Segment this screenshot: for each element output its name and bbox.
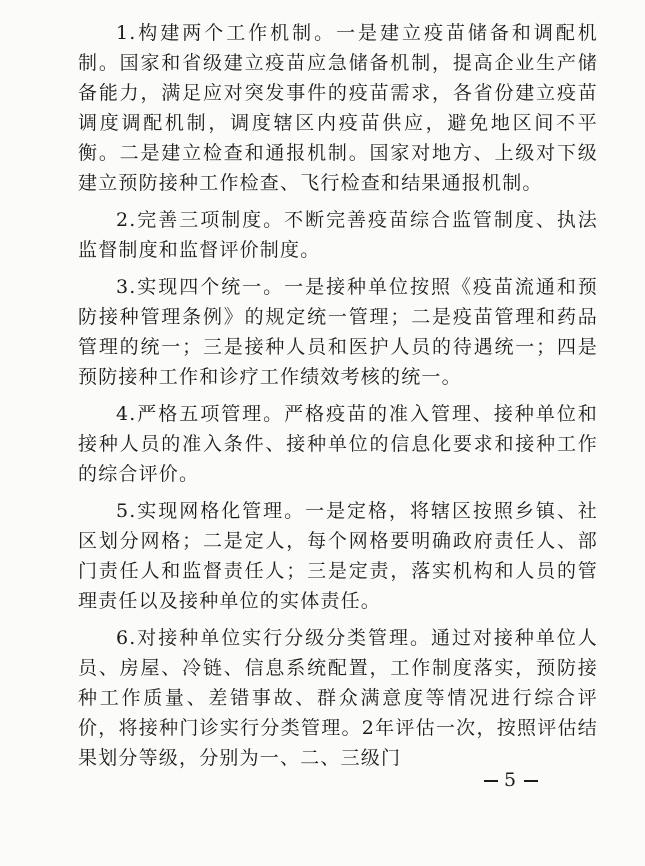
document-body: [78, 18, 598, 780]
paragraph-6: 6.对接种单位实行分级分类管理。通过对接种单位人员、房屋、冷链、信息系统配置，工作制度落实，预防接种工作质量、差错事故、群众满意度等情况进行综合评价，将接种门诊实行分类管理。2年评估一次，按照评估结果划分等级，分别为一、二、三级门: [78, 627, 598, 769]
paragraph-4: 4.严格五项管理。严格疫苗的准入管理、接种单位和接种人员的准入条件、接种单位的信息化要求和接种工作的综合评价。: [78, 403, 598, 485]
page-number-dash-right: [524, 780, 538, 781]
page-number-dash-left: [484, 780, 498, 781]
page-number-value: 5: [504, 769, 519, 791]
paragraph-3: 3.实现四个统一。一是接种单位按照《疫苗流通和预防接种管理条例》的规定统一管理；二是疫苗管理和药品管理的统一；三是接种人员和医护人员的待遇统一；四是预防接种工作和诊疗工作绩效考核的统一。: [78, 276, 598, 388]
paragraph-2: 2.完善三项制度。不断完善疫苗综合监管制度、执法监督制度和监督评价制度。: [78, 209, 598, 261]
page-number: [478, 769, 544, 791]
paragraph-5: 5.实现网格化管理。一是定格，将辖区按照乡镇、社区划分网格；二是定人，每个网格要明确政府责任人、部门责任人和监督责任人；三是定责，落实机构和人员的管理责任以及接种单位的实体责任。: [78, 500, 598, 612]
paragraph-1: 1.构建两个工作机制。一是建立疫苗储备和调配机制。国家和省级建立疫苗应急储备机制，提高企业生产储备能力，满足应对突发事件的疫苗需求，各省份建立疫苗调度调配机制，调度辖区内疫苗供应，避免地区间不平衡。二是建立检查和通报机制。国家对地方、上级对下级建立预防接种工作检查、飞行检查和结果通报机制。: [78, 22, 598, 194]
